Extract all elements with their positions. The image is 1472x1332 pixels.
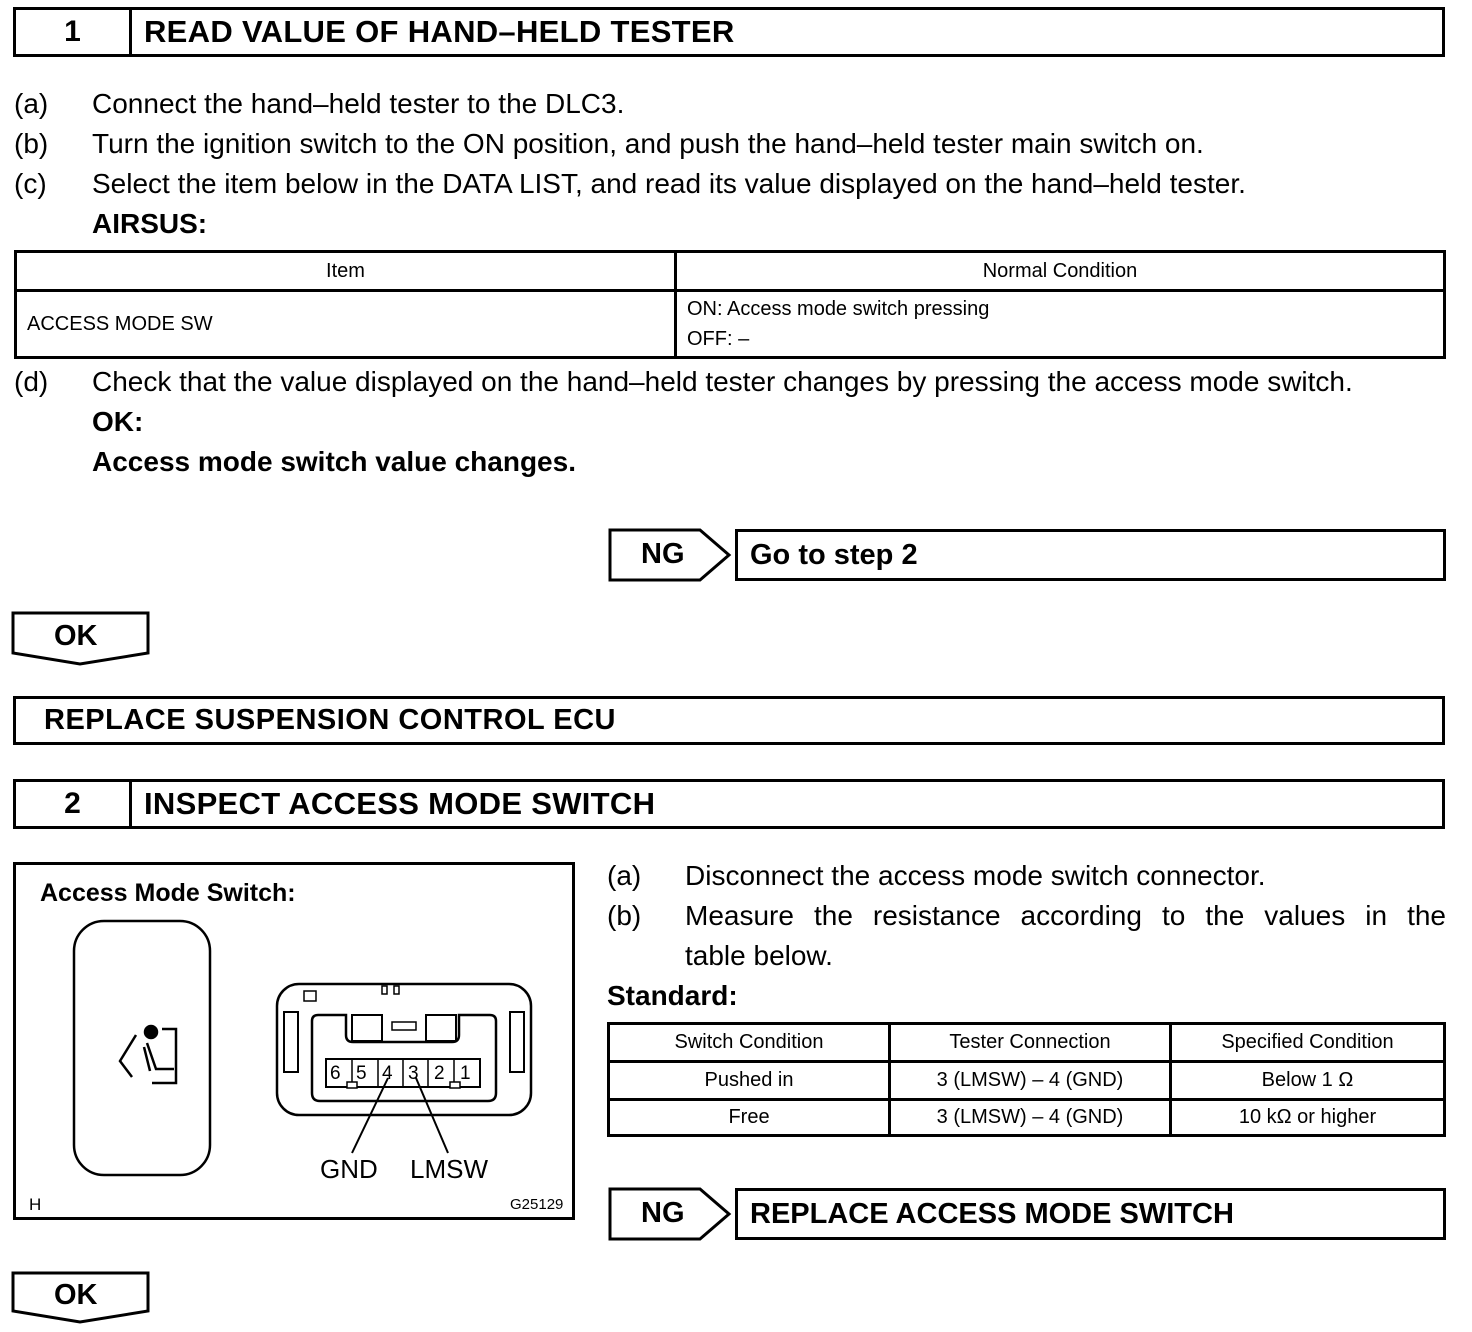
instruction-text: Disconnect the access mode switch connector. bbox=[685, 860, 1266, 891]
item-label: (c) bbox=[14, 168, 47, 199]
table-cell: 3 (LMSW) – 4 (GND) bbox=[890, 1100, 1171, 1136]
corner-code-left: H bbox=[29, 1195, 42, 1214]
condition-line: OFF: – bbox=[687, 328, 750, 350]
item-label: (b) bbox=[607, 900, 642, 931]
table-cell bbox=[676, 291, 1445, 358]
table-header: Tester Connection bbox=[890, 1024, 1171, 1062]
action-text: REPLACE SUSPENSION CONTROL ECU bbox=[44, 704, 616, 736]
table-header: Specified Condition bbox=[1171, 1024, 1445, 1062]
lmsw-label: LMSW bbox=[410, 1154, 488, 1184]
figure-title: Access Mode Switch: bbox=[40, 879, 296, 907]
gnd-label: GND bbox=[320, 1154, 378, 1184]
seat-person-icon bbox=[120, 1026, 176, 1083]
step-title: READ VALUE OF HAND–HELD TESTER bbox=[144, 14, 735, 49]
pin-label: 4 bbox=[382, 1063, 393, 1084]
ng-label: NG bbox=[641, 538, 685, 570]
ok-arrow-label: OK bbox=[54, 620, 98, 652]
ng-action-box bbox=[735, 1188, 1446, 1240]
condition-line: ON: Access mode switch pressing bbox=[687, 298, 990, 320]
pin-label: 1 bbox=[460, 1063, 471, 1084]
instruction-text: Check that the value displayed on the hand–held tester changes by pressing the access mode switch. bbox=[92, 366, 1353, 397]
ng-action-text: REPLACE ACCESS MODE SWITCH bbox=[750, 1197, 1234, 1230]
item-label: (b) bbox=[14, 128, 49, 159]
replace-ecu-box bbox=[13, 696, 1445, 745]
instruction-text: Turn the ignition switch to the ON position, and push the hand–held tester main switch on. bbox=[92, 128, 1204, 159]
step-1-header bbox=[13, 7, 1445, 57]
table-cell: Pushed in bbox=[609, 1062, 890, 1100]
step-title: INSPECT ACCESS MODE SWITCH bbox=[144, 786, 656, 821]
ok-label: OK: bbox=[92, 406, 144, 437]
ok-arrow-label: OK bbox=[54, 1279, 98, 1311]
pin-label: 2 bbox=[434, 1063, 445, 1084]
step-number: 1 bbox=[16, 10, 132, 54]
table-header: Item bbox=[16, 252, 676, 291]
standard-label: Standard: bbox=[607, 980, 738, 1011]
ok-criterion: Access mode switch value changes. bbox=[92, 446, 576, 477]
table-cell: Free bbox=[609, 1100, 890, 1136]
pin-label: 6 bbox=[330, 1063, 341, 1084]
table-header: Switch Condition bbox=[609, 1024, 890, 1062]
table-header: Normal Condition bbox=[676, 252, 1445, 291]
step-2-header bbox=[13, 779, 1445, 829]
data-list-table bbox=[14, 250, 1446, 359]
pin-label: 5 bbox=[356, 1063, 367, 1084]
connector-diagram-icon bbox=[16, 865, 572, 1217]
switch-figure bbox=[13, 862, 575, 1220]
item-label: (a) bbox=[607, 860, 642, 891]
resistance-table bbox=[607, 1022, 1446, 1137]
instruction-text: Connect the hand–held tester to the DLC3. bbox=[92, 88, 625, 119]
table-cell: Below 1 Ω bbox=[1171, 1062, 1445, 1100]
ng-action-text: Go to step 2 bbox=[750, 538, 918, 571]
table-cell: 3 (LMSW) – 4 (GND) bbox=[890, 1062, 1171, 1100]
system-label: AIRSUS: bbox=[92, 208, 208, 239]
step-number: 2 bbox=[16, 782, 132, 826]
table-cell: ACCESS MODE SW bbox=[16, 291, 676, 358]
ng-label: NG bbox=[641, 1197, 685, 1229]
table-cell: 10 kΩ or higher bbox=[1171, 1100, 1445, 1136]
ng-action-box bbox=[735, 529, 1446, 581]
item-label: (d) bbox=[14, 366, 49, 397]
instruction-text: Select the item below in the DATA LIST, and read its value displayed on the hand–held tester. bbox=[92, 168, 1246, 199]
figure-code: G25129 bbox=[510, 1196, 564, 1213]
instruction-text: table below. bbox=[685, 940, 833, 971]
pin-label: 3 bbox=[408, 1063, 419, 1084]
item-label: (a) bbox=[14, 88, 49, 119]
instruction-text: Measure the resistance according to the values in the bbox=[685, 900, 1446, 931]
